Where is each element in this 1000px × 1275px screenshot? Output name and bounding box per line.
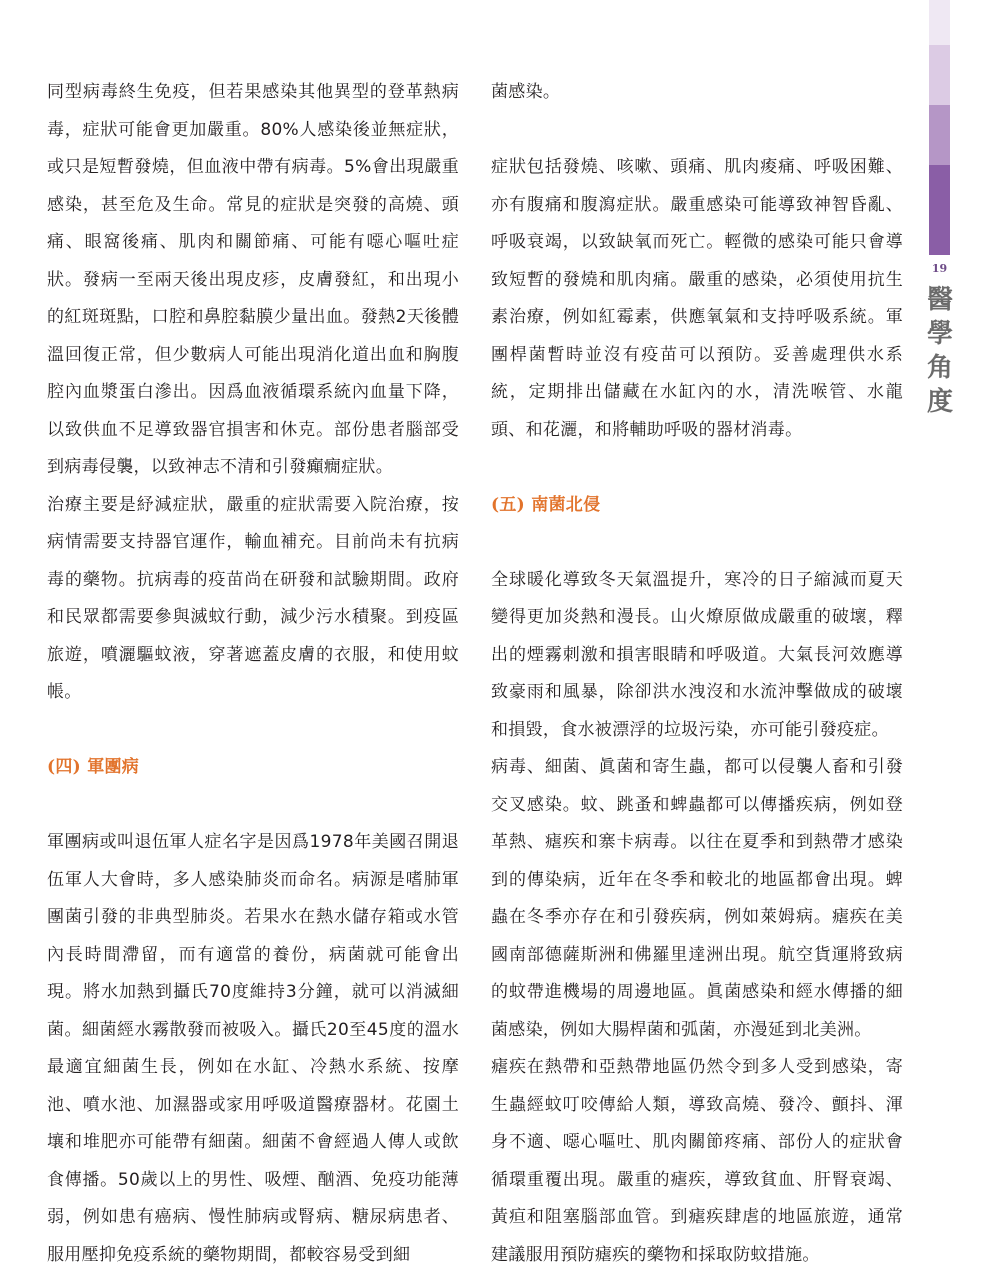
right-column: [491, 74, 903, 1274]
paragraph-pathogens-spread: 病毒、細菌、眞菌和寄生蟲，都可以侵襲人畜和引發交叉感染。蚊、跳蚤和蜱蟲都可以傳播疾病，例如登革熱、瘧疾和寨卡病毒。以往在夏季和到熱帶才感染到的傳染病，近年在冬季和較北的地區都會出現。蜱蟲在冬季亦存在和引發疾病，例如萊姆病。瘧疾在美國南部德薩斯洲和佛羅里達洲出現。航空貨運將致病的蚊帶進機場的周邊地區。眞菌感染和經水傳播的細菌感染，例如大腸桿菌和弧菌，亦漫延到北美洲。: [491, 757, 903, 1040]
sidebar-band: [929, 105, 950, 165]
spacer: [47, 712, 459, 750]
paragraph-continuation: 菌感染。: [491, 82, 561, 102]
page-number: 19: [931, 262, 948, 275]
sidebar-band: [929, 0, 950, 45]
sidebar-color-bands: [929, 0, 950, 1275]
paragraph-legionnaires-intro: 軍團病或叫退伍軍人症名字是因爲1978年美國召開退伍軍人大會時，多人感染肺炎而命名。病源是嗜肺軍團菌引發的非典型肺炎。若果水在熱水儲存箱或水管內長時間滯留，而有適當的養份，病菌就可能會出現。將水加熱到攝氏70度維持3分鐘，就可以消滅細菌。細菌經水霧散發而被吸入。攝氏20至45度的溫水最適宜細菌生長，例如在水缸、冷熱水系統、按摩池、噴水池、加濕器或家用呼吸道醫療器材。花園土壤和堆肥亦可能帶有細菌。細菌不會經過人傳人或飲食傳播。50歲以上的男性、吸煙、酗酒、免疫功能薄弱，例如患有癌病、慢性肺病或腎病、糖尿病患者、服用壓抑免疫系統的藥物期間，都較容易受到細: [47, 832, 459, 1265]
paragraph-malaria: 瘧疾在熱帶和亞熱帶地區仍然令到多人受到感染，寄生蟲經蚊叮咬傳給人類，導致高燒、發冷、顫抖、渾身不適、噁心嘔吐、肌肉關節疼痛、部份人的症狀會循環重覆出現。嚴重的瘧疾，導致貧血、肝腎衰竭、黃疸和阻塞腦部血管。到瘧疾肆虐的地區旅遊，通常建議服用預防瘧疾的藥物和採取防蚊措施。: [491, 1057, 903, 1265]
left-column: [47, 74, 459, 1274]
section-heading-legionnaires: (四) 軍團病: [47, 757, 140, 777]
paragraph-global-warming: 全球暖化導致冬天氣溫提升，寒冷的日子縮減而夏天變得更加炎熱和漫長。山火燎原做成嚴重的破壞，釋出的煙霧刺激和損害眼睛和呼吸道。大氣長河效應導致豪雨和風暴，除卻洪水洩沒和水流沖擊做成的破壞和損毀，食水被漂浮的垃圾污染，亦可能引發疫症。: [491, 569, 903, 740]
section-title-char: 角: [926, 353, 953, 383]
section-title-char: 度: [926, 387, 953, 417]
section-title-vertical: [926, 283, 954, 419]
paragraph-dengue-treatment: 治療主要是紓減症狀，嚴重的症狀需要入院治療，按病情需要支持器官運作，輸血補充。目前尚未有抗病毒的藥物。抗病毒的疫苗尚在研發和試驗期間。政府和民眾都需要參與滅蚊行動，減少污水積聚。到疫區旅遊，噴灑驅蚊液，穿著遮蓋皮膚的衣服，和使用蚊帳。: [47, 494, 459, 702]
paragraph-dengue-symptoms: 同型病毒終生免疫，但若果感染其他異型的登革熱病毒，症狀可能會更加嚴重。80%人感染後並無症狀，或只是短暫發燒，但血液中帶有病毒。5%會出現嚴重感染，甚至危及生命。常見的症狀是突發的高燒、頭痛、眼窩後痛、肌肉和關節痛、可能有噁心嘔吐症狀。發病一至兩天後出現皮疹，皮膚發紅，和出現小的紅斑斑點，口腔和鼻腔黏膜少量出血。發熱2天後體溫回復正常，但少數病人可能出現消化道出血和胸腹腔內血漿蛋白滲出。因爲血液循環系統內血量下降，以致供血不足導致器官損害和休克。部份患者腦部受到病毒侵襲，以致神志不清和引發癲癇症狀。: [47, 82, 459, 477]
section-title-char: 學: [926, 319, 953, 349]
sidebar-band: [929, 45, 950, 105]
section-title-char: 醫: [926, 285, 953, 315]
sidebar-band: [929, 165, 950, 255]
spacer: [491, 524, 903, 562]
section-heading-southern-bacteria: (五) 南菌北侵: [491, 494, 601, 515]
spacer: [491, 449, 903, 487]
paragraph-legionnaires-symptoms: 症狀包括發燒、咳嗽、頭痛、肌肉痠痛、呼吸困難、亦有腹痛和腹瀉症狀。嚴重感染可能導致神智昏亂、呼吸衰竭，以致缺氧而死亡。輕微的感染可能只會導致短暫的發燒和肌肉痛。嚴重的感染，必須使用抗生素治療，例如紅霉素，供應氧氣和支持呼吸系統。軍團桿菌暫時並沒有疫苗可以預防。妥善處理供水系統，定期排出儲藏在水缸內的水，清洗喉管、水龍頭、和花灑，和將輔助呼吸的器材消毒。: [491, 157, 903, 440]
spacer: [47, 787, 459, 825]
spacer: [491, 112, 903, 150]
